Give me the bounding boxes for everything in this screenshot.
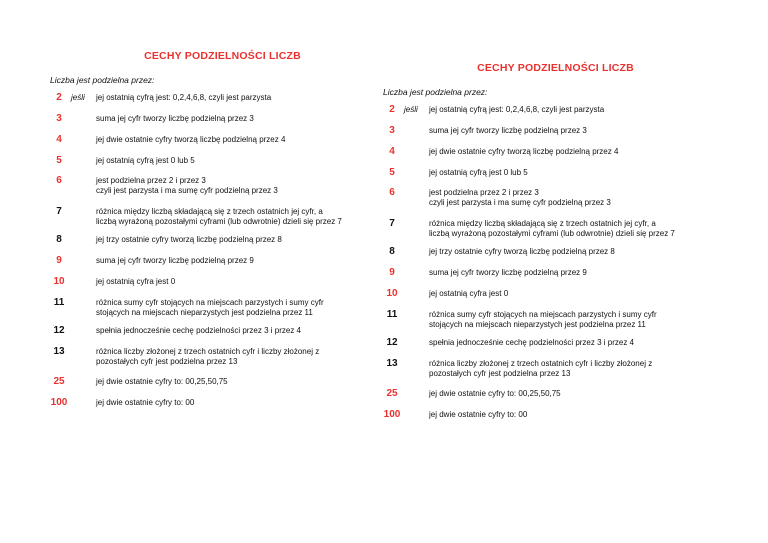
- divisor-number: 9: [389, 267, 395, 278]
- divisor-number: 12: [53, 325, 65, 336]
- rule-description: [96, 235, 390, 245]
- rule-line: suma jej cyfr tworzy liczbę podzielną przez 9: [96, 256, 254, 265]
- rule-line: liczbą wyrażoną pozostałymi cyframi (lub odwrotnie) dzieli się przez 7: [429, 229, 675, 238]
- rule-row: [50, 256, 390, 266]
- divisor-number: 7: [56, 206, 62, 217]
- divisor-number: 12: [386, 337, 398, 348]
- jesli-label: jeśli: [404, 105, 418, 114]
- rule-line: spełnia jednocześnie cechę podzielności przez 3 i przez 4: [96, 326, 302, 335]
- rule-row: [50, 176, 390, 196]
- rule-line: jej ostatnią cyfra jest 0: [429, 289, 509, 298]
- rule-description: [429, 289, 723, 299]
- rule-line: czyli jest parzysta i ma sumę cyfr podzielną przez 3: [429, 198, 611, 207]
- rule-line: stojących na miejscach nieparzystych jest podzielna przez 11: [429, 320, 646, 329]
- rule-row: [383, 310, 723, 330]
- rule-description: [429, 359, 723, 379]
- rule-description: [429, 147, 723, 157]
- rule-description: [429, 126, 723, 136]
- rule-line: suma jej cyfr tworzy liczbę podzielną przez 3: [429, 126, 587, 135]
- divisor-number: 13: [53, 346, 65, 357]
- rule-line: jej dwie ostatnie cyfry to: 00: [96, 398, 195, 407]
- rule-description: [429, 247, 723, 257]
- rule-description: [96, 298, 390, 318]
- rule-line: jej dwie ostatnie cyfry tworzą liczbę podzielną przez 4: [96, 135, 286, 144]
- rule-row: [50, 377, 390, 387]
- rule-description: [96, 176, 390, 196]
- rule-row: [50, 398, 390, 408]
- divisor-number: 10: [53, 276, 65, 287]
- rule-row: [383, 219, 723, 239]
- divisor-number: 8: [56, 234, 62, 245]
- divisor-number: 25: [386, 388, 398, 399]
- divisor-number: 100: [383, 409, 401, 420]
- rule-row: [383, 410, 723, 420]
- divisor-number: 5: [56, 155, 62, 166]
- subtitle: Liczba jest podzielna przez:: [383, 87, 488, 97]
- divisor-number: 11: [386, 309, 398, 320]
- rule-row: [50, 135, 390, 145]
- rule-row: [383, 389, 723, 399]
- rule-row: [50, 235, 390, 245]
- divisor-number: 4: [56, 134, 62, 145]
- rule-list: [383, 105, 723, 420]
- rule-row: [50, 347, 390, 367]
- rule-row: [383, 289, 723, 299]
- rule-row: [383, 247, 723, 257]
- rule-description: [96, 114, 390, 124]
- rule-line: różnica między liczbą składającą się z trzech ostatnich jej cyfr, a: [429, 219, 656, 228]
- divisor-number: 5: [389, 167, 395, 178]
- divisor-number: 13: [386, 358, 398, 369]
- divisor-number: 7: [389, 218, 395, 229]
- divisor-number: 9: [56, 255, 62, 266]
- subtitle: Liczba jest podzielna przez:: [50, 75, 155, 85]
- rule-description: [96, 93, 390, 103]
- rule-line: jej dwie ostatnie cyfry to: 00,25,50,75: [96, 377, 228, 386]
- page-title: CECHY PODZIELNOŚCI LICZB: [144, 50, 301, 62]
- divisor-number: 3: [389, 125, 395, 136]
- divisor-number: 2: [56, 92, 62, 103]
- rule-line: jej dwie ostatnie cyfry to: 00: [429, 410, 528, 419]
- page-title: CECHY PODZIELNOŚCI LICZB: [477, 62, 634, 74]
- rule-line: pozostałych cyfr jest podzielna przez 13: [429, 369, 571, 378]
- rule-line: jej ostatnią cyfra jest 0: [96, 277, 176, 286]
- rule-line: jej dwie ostatnie cyfry to: 00,25,50,75: [429, 389, 561, 398]
- rule-line: różnica sumy cyfr stojących na miejscach parzystych i sumy cyfr: [429, 310, 657, 319]
- rule-line: jej trzy ostatnie cyfry tworzą liczbę podzielną przez 8: [429, 247, 615, 256]
- divisor-number: 100: [50, 397, 68, 408]
- rule-description: [96, 326, 390, 336]
- rule-description: [429, 338, 723, 348]
- rule-description: [429, 268, 723, 278]
- rule-description: [429, 219, 723, 239]
- divisor-number: 6: [56, 175, 62, 186]
- rule-line: spełnia jednocześnie cechę podzielności przez 3 i przez 4: [429, 338, 635, 347]
- rule-description: [429, 410, 723, 420]
- divisor-number: 10: [386, 288, 398, 299]
- rule-line: suma jej cyfr tworzy liczbę podzielną przez 3: [96, 114, 254, 123]
- rule-line: różnica między liczbą składającą się z trzech ostatnich jej cyfr, a: [96, 207, 323, 216]
- divisor-number: 11: [53, 297, 65, 308]
- rule-line: jej ostatnią cyfrą jest: 0,2,4,6,8, czyli jest parzysta: [96, 93, 272, 102]
- rule-list: [50, 93, 390, 408]
- rule-description: [96, 347, 390, 367]
- divisor-number: 2: [389, 104, 395, 115]
- rule-line: jej ostatnią cyfrą jest 0 lub 5: [429, 168, 528, 177]
- rule-description: [429, 310, 723, 330]
- rule-description: [96, 256, 390, 266]
- rule-description: [96, 135, 390, 145]
- rule-row: [50, 156, 390, 166]
- rule-line: stojących na miejscach nieparzystych jest podzielna przez 11: [96, 308, 313, 317]
- rule-line: czyli jest parzysta i ma sumę cyfr podzielną przez 3: [96, 186, 278, 195]
- rule-line: suma jej cyfr tworzy liczbę podzielną przez 9: [429, 268, 587, 277]
- rule-row: [50, 93, 390, 103]
- jesli-label: jeśli: [71, 93, 85, 102]
- rule-description: [96, 156, 390, 166]
- rule-line: jest podzielna przez 2 i przez 3: [96, 176, 206, 185]
- rule-description: [96, 277, 390, 287]
- rule-row: [50, 326, 390, 336]
- rule-line: jej ostatnią cyfrą jest: 0,2,4,6,8, czyli jest parzysta: [429, 105, 605, 114]
- divisor-number: 6: [389, 187, 395, 198]
- rule-description: [429, 105, 723, 115]
- rule-description: [96, 398, 390, 408]
- rule-row: [50, 207, 390, 227]
- rule-description: [96, 377, 390, 387]
- rule-row: [383, 338, 723, 348]
- rule-row: [383, 168, 723, 178]
- rule-row: [50, 277, 390, 287]
- rule-row: [383, 188, 723, 208]
- rule-line: różnica liczby złożonej z trzech ostatnich cyfr i liczby złożonej z: [429, 359, 653, 368]
- rule-description: [96, 207, 390, 227]
- rule-line: liczbą wyrażoną pozostałymi cyframi (lub odwrotnie) dzieli się przez 7: [96, 217, 342, 226]
- rule-row: [383, 105, 723, 115]
- divisor-number: 3: [56, 113, 62, 124]
- divisor-number: 25: [53, 376, 65, 387]
- rule-line: jest podzielna przez 2 i przez 3: [429, 188, 539, 197]
- rule-line: jej dwie ostatnie cyfry tworzą liczbę podzielną przez 4: [429, 147, 619, 156]
- rule-line: różnica liczby złożonej z trzech ostatnich cyfr i liczby złożonej z: [96, 347, 320, 356]
- rule-line: pozostałych cyfr jest podzielna przez 13: [96, 357, 238, 366]
- rule-line: jej trzy ostatnie cyfry tworzą liczbę podzielną przez 8: [96, 235, 282, 244]
- rule-row: [50, 298, 390, 318]
- rule-line: jej ostatnią cyfrą jest 0 lub 5: [96, 156, 195, 165]
- rule-row: [383, 126, 723, 136]
- divisor-number: 4: [389, 146, 395, 157]
- right-sheet: [383, 62, 723, 420]
- left-sheet: [50, 50, 390, 408]
- rule-row: [383, 147, 723, 157]
- divisor-number: 8: [389, 246, 395, 257]
- rule-description: [429, 389, 723, 399]
- rule-row: [383, 359, 723, 379]
- rule-row: [383, 268, 723, 278]
- rule-description: [429, 168, 723, 178]
- rule-line: różnica sumy cyfr stojących na miejscach parzystych i sumy cyfr: [96, 298, 324, 307]
- rule-description: [429, 188, 723, 208]
- rule-row: [50, 114, 390, 124]
